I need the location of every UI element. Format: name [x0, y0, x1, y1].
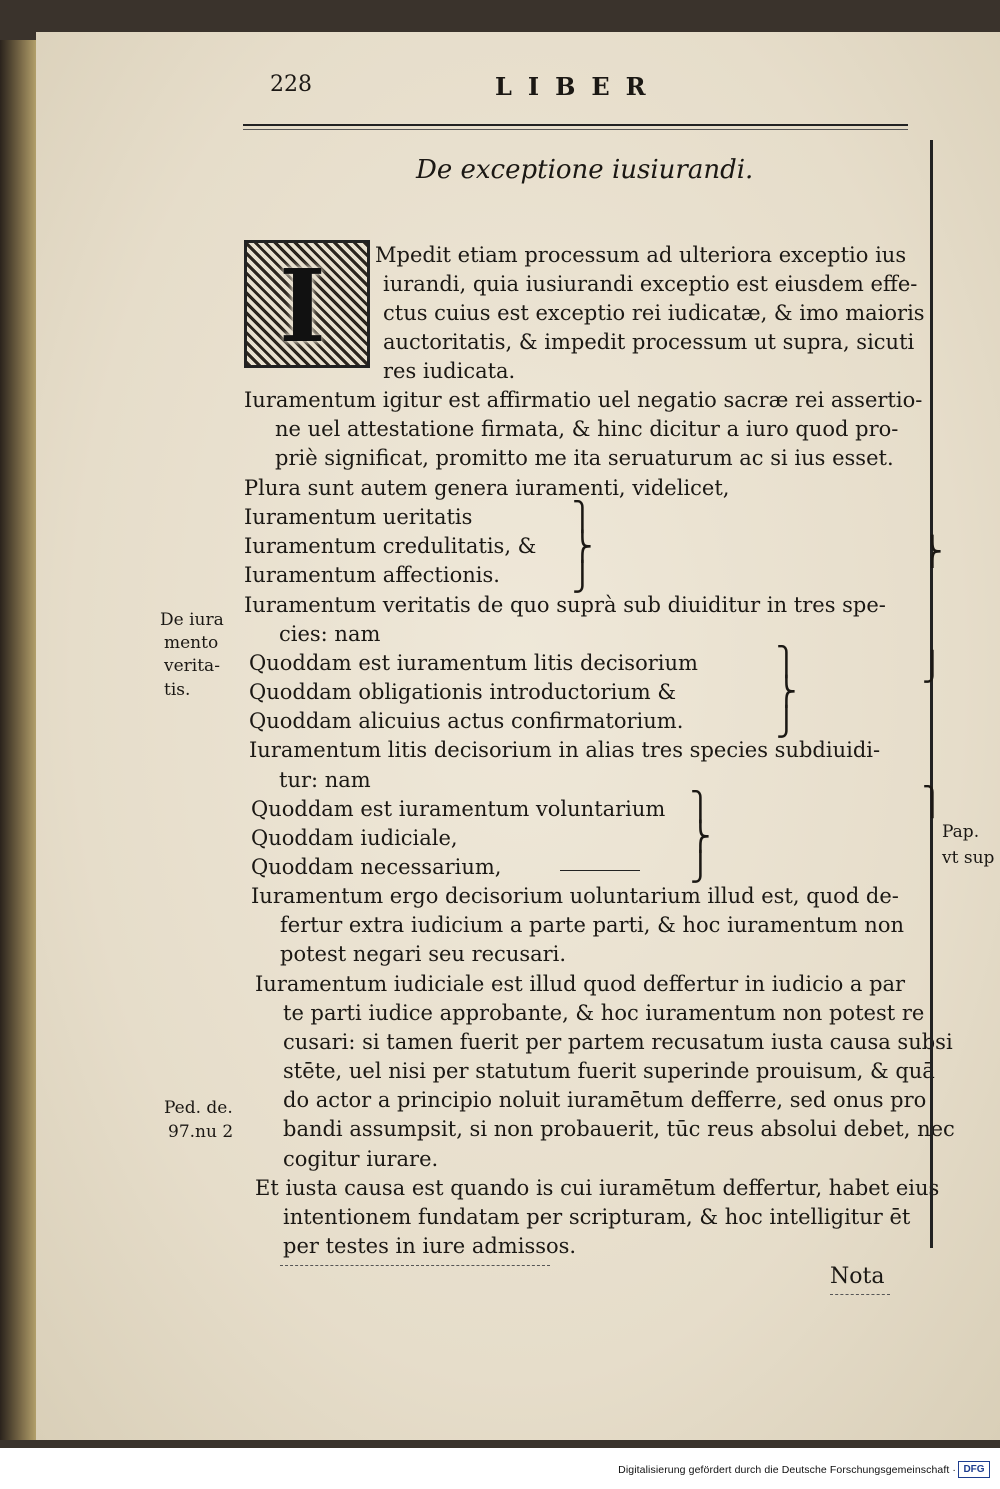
text-line: iurandi, quia iusiurandi exceptio est eiusdem effe-	[383, 272, 918, 296]
brace3-lower: ⎭	[690, 850, 711, 883]
text-line: stēte, uel nisi per statutum fuerit superinde prouisum, & quā	[283, 1059, 935, 1083]
margin-note: Ped. de.	[164, 1098, 233, 1118]
text-line: tur: nam	[279, 768, 371, 792]
margin-vertical-rule	[930, 140, 933, 1248]
text-line: fertur extra iudicium a parte parti, & hoc iuramentum non	[280, 913, 904, 937]
text-line: per testes in iure admissos.	[283, 1234, 577, 1258]
text-line: cogitur iurare.	[283, 1147, 439, 1171]
catchword: Nota	[830, 1264, 885, 1289]
margin-note: vt sup	[942, 848, 995, 868]
brace2-upper: ⎫	[776, 645, 797, 678]
text-line: Quoddam iudiciale,	[251, 826, 458, 850]
dash-line	[560, 870, 640, 871]
text-line: Iuramentum veritatis de quo suprà sub diuiditur in tres spe-	[244, 593, 886, 617]
vbrace-1: ⎬	[922, 535, 943, 568]
text-line: Quoddam est iuramentum voluntarium	[251, 797, 666, 821]
brace3-mid: ⎬	[690, 820, 711, 853]
catchword-underline	[830, 1294, 890, 1295]
footer-text: Digitalisierung gefördert durch die Deutsche Forschungsgemeinschaft ·	[618, 1464, 956, 1476]
text-line: Iuramentum igitur est affirmatio uel negatio sacræ rei assertio-	[244, 388, 923, 412]
text-underline	[280, 1265, 550, 1266]
text-line: intentionem fundatam per scripturam, & hoc intelligitur ēt	[283, 1205, 911, 1229]
text-line: do actor a principio noluit iuramētum defferre, sed onus pro	[283, 1088, 927, 1112]
text-line: Iuramentum ergo decisorium uoluntarium illud est, quod de-	[251, 884, 899, 908]
text-line: Plura sunt autem genera iuramenti, videlicet,	[244, 476, 730, 500]
header-rule-thin	[243, 129, 908, 130]
text-line: ctus cuius est exceptio rei iudicatæ, & imo maioris	[383, 301, 925, 325]
text-line: ne uel attestatione firmata, & hinc dicitur a iuro quod pro-	[275, 417, 899, 441]
brace-lower: ⎭	[572, 560, 593, 593]
footer-bar	[0, 1448, 1000, 1489]
text-line: cusari: si tamen fuerit per partem recusatum iusta causa subsi	[283, 1030, 953, 1054]
text-line: Iuramentum litis decisorium in alias tres species subdiuidi-	[249, 738, 881, 762]
text-line: res iudicata.	[383, 359, 516, 383]
margin-note: tis.	[164, 680, 191, 700]
running-head: LIBER	[495, 72, 662, 101]
vbrace-3: ⎫	[922, 785, 943, 818]
brace2-mid: ⎬	[776, 675, 797, 708]
brace-mid: ⎬	[572, 530, 593, 563]
text-line: potest negari seu recusari.	[280, 942, 567, 966]
margin-note: De iura	[160, 610, 224, 630]
margin-note: Pap.	[942, 822, 980, 842]
text-line: Mpedit etiam processum ad ulteriora exceptio ius	[375, 243, 907, 267]
brace3-upper: ⎫	[690, 790, 711, 823]
header-rule	[243, 124, 908, 126]
text-line: Quoddam necessarium,	[251, 855, 502, 879]
vbrace-2: ⎭	[922, 650, 943, 683]
book-spine	[0, 40, 38, 1440]
text-line: Quoddam est iuramentum litis decisorium	[249, 651, 698, 675]
text-line: Quoddam obligationis introductorium &	[249, 680, 677, 704]
text-line: Quoddam alicuius actus confirmatorium.	[249, 709, 684, 733]
text-line: Et iusta causa est quando is cui iuramētum deffertur, habet eius	[255, 1176, 940, 1200]
margin-note: 97.nu 2	[168, 1122, 234, 1142]
decorated-initial	[244, 240, 370, 368]
text-line: Iuramentum ueritatis	[244, 505, 473, 529]
text-line: auctoritatis, & impedit processum ut supra, sicuti	[383, 330, 915, 354]
text-line: Iuramentum affectionis.	[244, 563, 500, 587]
text-line: Iuramentum iudiciale est illud quod deffertur in iudicio a par	[255, 972, 906, 996]
brace2-lower: ⎭	[776, 705, 797, 738]
margin-note: verita-	[164, 656, 220, 676]
page-number: 228	[270, 72, 312, 97]
margin-note: mento	[164, 633, 219, 653]
text-line: cies: nam	[279, 622, 381, 646]
text-line: priè significat, promitto me ita seruaturum ac si ius esset.	[275, 446, 894, 470]
text-line: bandi assumpsit, si non probauerit, tūc reus absolui debet, nec	[283, 1117, 955, 1141]
brace-upper: ⎫	[572, 500, 593, 533]
dfg-logo: DFG	[958, 1461, 990, 1478]
initial-letter: I	[279, 247, 326, 365]
text-line: te parti iudice approbante, & hoc iuramentum non potest re	[283, 1001, 925, 1025]
text-line: Iuramentum credulitatis, &	[244, 534, 537, 558]
section-title: De exceptione iusiurandi.	[416, 155, 754, 185]
